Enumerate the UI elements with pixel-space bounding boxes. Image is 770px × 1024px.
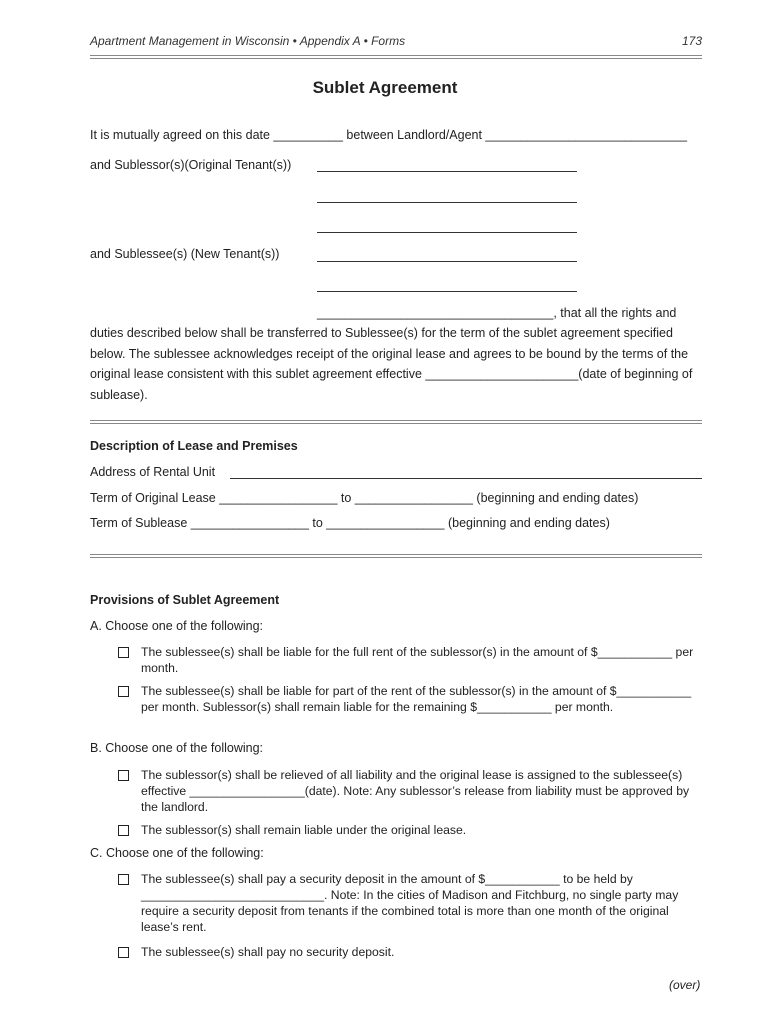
option-a2-text: The sublessee(s) shall be liable for part of the rent of the sublessor(s) in the amount of $___________ per month. Sublessor(s) shall remain liable for the remaining $___________ per month. <box>141 684 692 714</box>
term-sublease-line: Term of Sublease _________________ to _________________ (beginning and ending dates) <box>90 516 610 530</box>
rights-line: __________________________________, that all the rights and <box>317 306 677 320</box>
section-rule-2 <box>90 554 702 558</box>
sublessor-blank-2[interactable] <box>317 202 577 203</box>
section-b-label: B. Choose one of the following: <box>90 741 264 755</box>
option-c2-text: The sublessee(s) shall pay no security deposit. <box>141 945 395 959</box>
provisions-heading: Provisions of Sublet Agreement <box>90 593 280 607</box>
sublessor-blank-1[interactable] <box>317 171 577 172</box>
running-header <box>90 34 702 48</box>
checkbox-b2[interactable] <box>118 825 129 836</box>
transfer-paragraph: duties described below shall be transferred to Sublessee(s) for the term of the sublet agreement specified below. The sublessee acknowledges receipt of the original lease and agrees to be bound by the terms of the original lease consistent with this sublet agreement effective ______________________(date of beginning of sublease). <box>90 326 693 402</box>
agreement-date-line: It is mutually agreed on this date __________ between Landlord/Agent _____________________________ <box>90 128 688 142</box>
option-c2 <box>118 944 703 960</box>
document-title: Sublet Agreement <box>312 78 458 97</box>
option-b2-text: The sublessor(s) shall remain liable under the original lease. <box>141 823 467 837</box>
sublessor-blank-3[interactable] <box>317 232 577 233</box>
address-label: Address of Rental Unit <box>90 465 216 479</box>
term-original-line: Term of Original Lease _________________ to _________________ (beginning and ending dates) <box>90 491 639 505</box>
option-c1-text: The sublessee(s) shall pay a security deposit in the amount of $___________ to be held by ___________________________. Note: In the cities of Madison and Fitchburg, no single party may require a security deposit from tenants if the combined total is more than one month of the original lease’s rent. <box>141 872 679 934</box>
checkbox-b1[interactable] <box>118 770 129 781</box>
option-a2 <box>118 683 703 715</box>
checkbox-a1[interactable] <box>118 647 129 658</box>
continued-note: (over) <box>669 978 701 992</box>
checkbox-c1[interactable] <box>118 874 129 885</box>
sublessee-label: and Sublessee(s) (New Tenant(s)) <box>90 247 280 261</box>
sublessor-label: and Sublessor(s)(Original Tenant(s)) <box>90 158 292 172</box>
option-a1 <box>118 644 703 676</box>
option-b1 <box>118 767 703 815</box>
option-b2 <box>118 822 703 838</box>
description-heading: Description of Lease and Premises <box>90 439 298 453</box>
page-number: 173 <box>681 34 702 48</box>
option-b1-text: The sublessor(s) shall be relieved of all liability and the original lease is assigned to the sublessee(s) effective _________________(date). Note: Any sublessor’s release from liability must be approved by the landlord. <box>141 768 690 814</box>
address-blank[interactable] <box>230 478 702 479</box>
section-rule-1 <box>90 420 702 424</box>
section-c-label: C. Choose one of the following: <box>90 846 264 860</box>
header-rule <box>90 55 702 59</box>
sublessee-blank-1[interactable] <box>317 261 577 262</box>
checkbox-a2[interactable] <box>118 686 129 697</box>
checkbox-c2[interactable] <box>118 947 129 958</box>
option-a1-text: The sublessee(s) shall be liable for the full rent of the sublessor(s) in the amount of $___________ per month. <box>141 645 694 675</box>
option-c1 <box>118 871 703 935</box>
sublessee-blank-2[interactable] <box>317 291 577 292</box>
header-title: Apartment Management in Wisconsin • Appendix A • Forms <box>90 34 406 48</box>
section-a-label: A. Choose one of the following: <box>90 619 264 633</box>
